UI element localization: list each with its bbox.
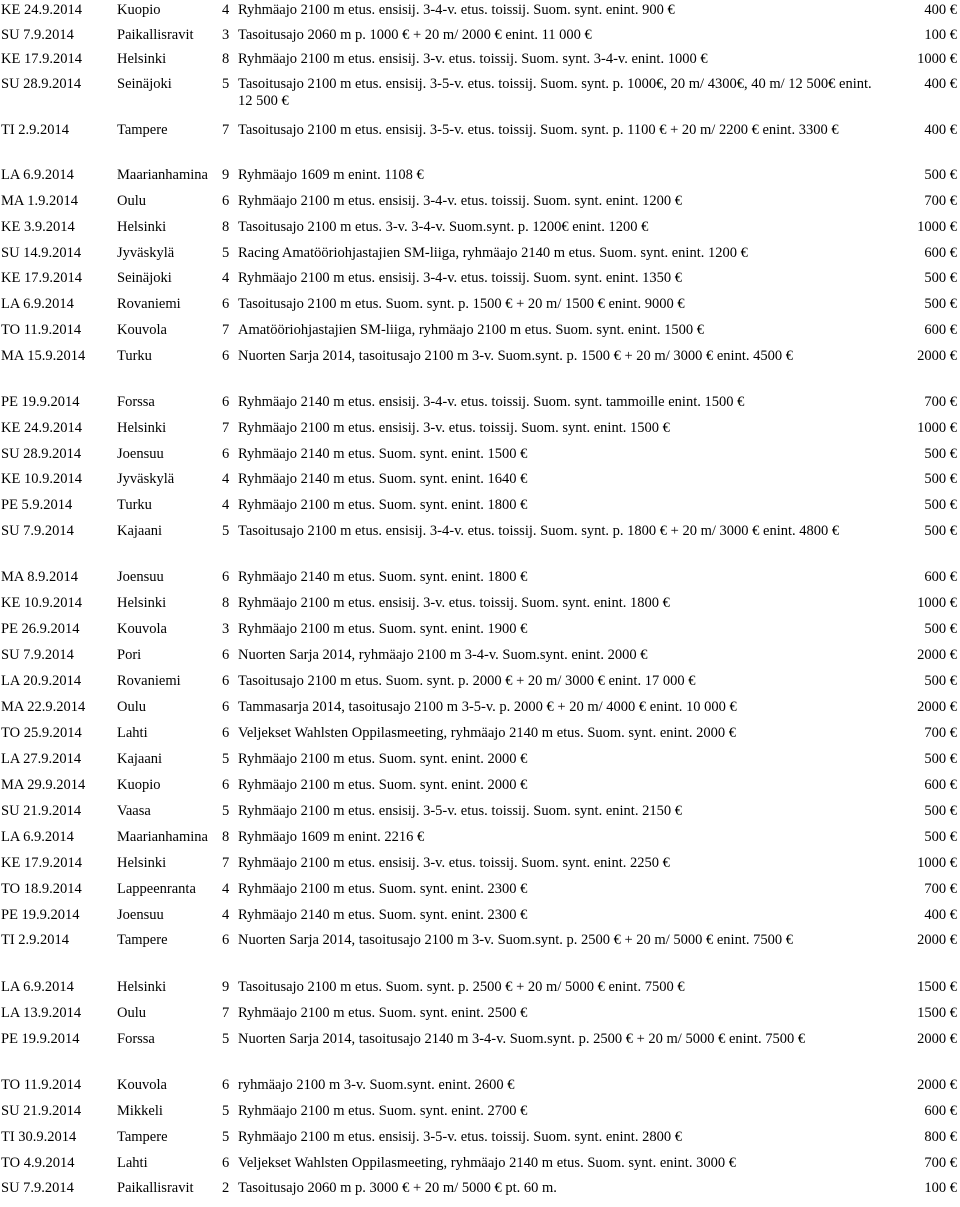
race-location: Helsinki <box>117 979 167 995</box>
race-description: Ryhmäajo 2100 m etus. ensisij. 3-4-v. etus. toissij. Suom. synt. enint. 900 € <box>238 2 675 18</box>
race-date: KE 10.9.2014 <box>1 471 82 487</box>
race-description: Ryhmäajo 2100 m etus. Suom. synt. enint. 2000 € <box>238 777 528 793</box>
race-date: MA 29.9.2014 <box>1 777 86 793</box>
race-prize: 500 € <box>924 751 957 767</box>
race-number: 8 <box>222 219 230 235</box>
race-prize: 400 € <box>924 76 957 92</box>
race-location: Lappeenranta <box>117 881 196 897</box>
race-location: Forssa <box>117 394 155 410</box>
race-description: Ryhmäajo 2140 m etus. Suom. synt. enint. 2300 € <box>238 907 528 923</box>
race-date: SU 7.9.2014 <box>1 27 74 43</box>
race-location: Seinäjoki <box>117 270 172 286</box>
race-location: Kouvola <box>117 322 167 338</box>
race-number: 6 <box>222 932 230 948</box>
race-location: Maarianhamina <box>117 829 208 845</box>
race-number: 6 <box>222 673 230 689</box>
race-description: Nuorten Sarja 2014, ryhmäajo 2100 m 3-4-v. Suom.synt. enint. 2000 € <box>238 647 648 663</box>
race-location: Seinäjoki <box>117 76 172 92</box>
race-description: Nuorten Sarja 2014, tasoitusajo 2140 m 3-4-v. Suom.synt. p. 2500 € + 20 m/ 5000 € enint. 7500 € <box>238 1031 806 1047</box>
race-location: Vaasa <box>117 803 151 819</box>
race-date: LA 6.9.2014 <box>1 979 74 995</box>
race-description: Tasoitusajo 2100 m etus. ensisij. 3-4-v. etus. toissij. Suom. synt. p. 1800 € + 20 m/ 3000 € enint. 4800 € <box>238 523 840 539</box>
race-description: Ryhmäajo 1609 m enint. 1108 € <box>238 167 424 183</box>
race-description: Ryhmäajo 2100 m etus. Suom. synt. enint. 1800 € <box>238 497 528 513</box>
race-date: LA 13.9.2014 <box>1 1005 82 1021</box>
race-location: Tampere <box>117 122 168 138</box>
race-prize: 1500 € <box>917 1005 957 1021</box>
race-location: Tampere <box>117 932 168 948</box>
race-date: LA 20.9.2014 <box>1 673 82 689</box>
race-number: 4 <box>222 270 230 286</box>
race-number: 9 <box>222 167 230 183</box>
race-number: 6 <box>222 647 230 663</box>
race-description: Nuorten Sarja 2014, tasoitusajo 2100 m 3-v. Suom.synt. p. 2500 € + 20 m/ 5000 € enint. 7500 € <box>238 932 793 948</box>
race-location: Pori <box>117 647 142 663</box>
race-prize: 100 € <box>924 27 957 43</box>
race-number: 6 <box>222 394 230 410</box>
race-prize: 100 € <box>924 1180 957 1196</box>
race-description: Ryhmäajo 2100 m etus. Suom. synt. enint. 2300 € <box>238 881 528 897</box>
race-description: Ryhmäajo 2140 m etus. ensisij. 3-4-v. etus. toissij. Suom. synt. tammoille enint. 1500 € <box>238 394 745 410</box>
race-location: Jyväskylä <box>117 471 175 487</box>
race-prize: 2000 € <box>917 932 957 948</box>
race-location: Oulu <box>117 193 146 209</box>
race-description: Tasoitusajo 2100 m etus. 3-v. 3-4-v. Suom.synt. p. 1200€ enint. 1200 € <box>238 219 649 235</box>
race-number: 6 <box>222 777 230 793</box>
race-date: MA 1.9.2014 <box>1 193 78 209</box>
race-location: Lahti <box>117 725 148 741</box>
race-number: 6 <box>222 1077 230 1093</box>
race-prize: 2000 € <box>917 647 957 663</box>
race-date: SU 28.9.2014 <box>1 446 82 462</box>
race-date: KE 24.9.2014 <box>1 420 82 436</box>
race-prize: 600 € <box>924 245 957 261</box>
race-location: Helsinki <box>117 219 167 235</box>
race-prize: 500 € <box>924 829 957 845</box>
race-date: SU 21.9.2014 <box>1 1103 82 1119</box>
race-prize: 700 € <box>924 881 957 897</box>
race-date: MA 8.9.2014 <box>1 569 78 585</box>
race-description: Ryhmäajo 2100 m etus. Suom. synt. enint. 2000 € <box>238 751 528 767</box>
race-description: Ryhmäajo 2100 m etus. ensisij. 3-v. etus. toissij. Suom. synt. enint. 1500 € <box>238 420 670 436</box>
race-location: Kouvola <box>117 1077 167 1093</box>
race-description: Tasoitusajo 2100 m etus. Suom. synt. p. 2500 € + 20 m/ 5000 € enint. 7500 € <box>238 979 685 995</box>
race-date: TI 2.9.2014 <box>1 932 70 948</box>
race-date: SU 21.9.2014 <box>1 803 82 819</box>
race-number: 2 <box>222 1180 230 1196</box>
race-prize: 500 € <box>924 471 957 487</box>
race-prize: 500 € <box>924 497 957 513</box>
race-description: Ryhmäajo 2100 m etus. Suom. synt. enint. 2500 € <box>238 1005 528 1021</box>
race-location: Paikallisravit <box>117 1180 194 1196</box>
race-location: Tampere <box>117 1129 168 1145</box>
race-location: Forssa <box>117 1031 155 1047</box>
race-prize: 1000 € <box>917 219 957 235</box>
race-prize: 2000 € <box>917 1077 957 1093</box>
race-prize: 500 € <box>924 523 957 539</box>
race-date: TI 30.9.2014 <box>1 1129 77 1145</box>
race-number: 6 <box>222 725 230 741</box>
race-number: 3 <box>222 27 230 43</box>
race-location: Kajaani <box>117 523 163 539</box>
race-date: KE 24.9.2014 <box>1 2 82 18</box>
race-number: 5 <box>222 76 230 92</box>
race-date: TI 2.9.2014 <box>1 122 70 138</box>
race-date: SU 14.9.2014 <box>1 245 82 261</box>
race-number: 6 <box>222 193 230 209</box>
race-description: Ryhmäajo 2100 m etus. Suom. synt. enint. 2700 € <box>238 1103 528 1119</box>
race-description: Tammasarja 2014, tasoitusajo 2100 m 3-5-v. p. 2000 € + 20 m/ 4000 € enint. 10 000 € <box>238 699 737 715</box>
race-description: Tasoitusajo 2060 m p. 3000 € + 20 m/ 5000 € pt. 60 m. <box>238 1180 557 1196</box>
race-description: ryhmäajo 2100 m 3-v. Suom.synt. enint. 2600 € <box>238 1077 515 1093</box>
race-prize: 600 € <box>924 569 957 585</box>
race-date: MA 15.9.2014 <box>1 348 86 364</box>
race-location: Oulu <box>117 699 146 715</box>
race-location: Turku <box>117 497 152 513</box>
race-location: Joensuu <box>117 446 164 462</box>
race-number: 5 <box>222 523 230 539</box>
race-prize: 600 € <box>924 1103 957 1119</box>
race-number: 4 <box>222 907 230 923</box>
race-date: TO 11.9.2014 <box>1 1077 82 1093</box>
race-description: Ryhmäajo 2100 m etus. ensisij. 3-4-v. etus. toissij. Suom. synt. enint. 1200 € <box>238 193 682 209</box>
race-date: KE 17.9.2014 <box>1 270 82 286</box>
race-location: Lahti <box>117 1155 148 1171</box>
race-description: Veljekset Wahlsten Oppilasmeeting, ryhmäajo 2140 m etus. Suom. synt. enint. 2000 € <box>238 725 736 741</box>
race-prize: 2000 € <box>917 1031 957 1047</box>
race-location: Rovaniemi <box>117 673 181 689</box>
race-prize: 700 € <box>924 394 957 410</box>
race-description: Ryhmäajo 2140 m etus. Suom. synt. enint. 1500 € <box>238 446 528 462</box>
race-number: 7 <box>222 322 230 338</box>
race-number: 4 <box>222 471 230 487</box>
race-number: 7 <box>222 855 230 871</box>
race-number: 8 <box>222 595 230 611</box>
race-location: Paikallisravit <box>117 27 194 43</box>
race-location: Kajaani <box>117 751 163 767</box>
race-location: Kuopio <box>117 777 161 793</box>
race-prize: 700 € <box>924 193 957 209</box>
race-date: TO 18.9.2014 <box>1 881 82 897</box>
race-description: Tasoitusajo 2060 m p. 1000 € + 20 m/ 2000 € enint. 11 000 € <box>238 27 592 43</box>
race-number: 5 <box>222 1031 230 1047</box>
race-prize: 700 € <box>924 1155 957 1171</box>
race-number: 7 <box>222 1005 230 1021</box>
race-prize: 1000 € <box>917 855 957 871</box>
race-number: 6 <box>222 699 230 715</box>
race-prize: 400 € <box>924 2 957 18</box>
race-location: Helsinki <box>117 51 167 67</box>
race-prize: 500 € <box>924 446 957 462</box>
race-description: Tasoitusajo 2100 m etus. ensisij. 3-5-v. etus. toissij. Suom. synt. p. 1000€, 20 m/ 4300€, 40 m/ 12 500€ enint. 12 500 € <box>238 76 872 109</box>
race-date: PE 19.9.2014 <box>1 907 80 923</box>
race-number: 6 <box>222 569 230 585</box>
race-prize: 800 € <box>924 1129 957 1145</box>
race-number: 4 <box>222 497 230 513</box>
race-date: TO 11.9.2014 <box>1 322 82 338</box>
race-location: Rovaniemi <box>117 296 181 312</box>
race-description: Ryhmäajo 2100 m etus. ensisij. 3-5-v. etus. toissij. Suom. synt. enint. 2150 € <box>238 803 682 819</box>
race-number: 9 <box>222 979 230 995</box>
race-location: Mikkeli <box>117 1103 163 1119</box>
race-number: 6 <box>222 348 230 364</box>
race-prize: 1500 € <box>917 979 957 995</box>
race-date: SU 28.9.2014 <box>1 76 82 92</box>
race-location: Maarianhamina <box>117 167 208 183</box>
race-location: Helsinki <box>117 595 167 611</box>
race-number: 8 <box>222 51 230 67</box>
race-date: TO 25.9.2014 <box>1 725 82 741</box>
race-location: Oulu <box>117 1005 146 1021</box>
race-date: LA 6.9.2014 <box>1 296 74 312</box>
race-date: PE 19.9.2014 <box>1 1031 80 1047</box>
race-prize: 500 € <box>924 803 957 819</box>
race-date: PE 5.9.2014 <box>1 497 73 513</box>
race-date: LA 6.9.2014 <box>1 829 74 845</box>
race-prize: 1000 € <box>917 51 957 67</box>
race-description: Nuorten Sarja 2014, tasoitusajo 2100 m 3-v. Suom.synt. p. 1500 € + 20 m/ 3000 € enint. 4500 € <box>238 348 793 364</box>
race-date: PE 19.9.2014 <box>1 394 80 410</box>
race-date: TO 4.9.2014 <box>1 1155 75 1171</box>
race-number: 3 <box>222 621 230 637</box>
race-prize: 1000 € <box>917 420 957 436</box>
race-prize: 700 € <box>924 725 957 741</box>
race-description: Amatööriohjastajien SM-liiga, ryhmäajo 2100 m etus. Suom. synt. enint. 1500 € <box>238 322 704 338</box>
race-number: 5 <box>222 1129 230 1145</box>
race-date: LA 6.9.2014 <box>1 167 74 183</box>
race-location: Kouvola <box>117 621 167 637</box>
race-prize: 600 € <box>924 322 957 338</box>
race-description: Ryhmäajo 2140 m etus. Suom. synt. enint. 1800 € <box>238 569 528 585</box>
race-location: Helsinki <box>117 855 167 871</box>
race-date: LA 27.9.2014 <box>1 751 82 767</box>
race-description: Ryhmäajo 2100 m etus. ensisij. 3-4-v. etus. toissij. Suom. synt. enint. 1350 € <box>238 270 682 286</box>
race-number: 5 <box>222 1103 230 1119</box>
race-date: SU 7.9.2014 <box>1 523 74 539</box>
race-date: SU 7.9.2014 <box>1 647 74 663</box>
race-location: Jyväskylä <box>117 245 175 261</box>
race-description: Tasoitusajo 2100 m etus. Suom. synt. p. 2000 € + 20 m/ 3000 € enint. 17 000 € <box>238 673 696 689</box>
race-date: KE 17.9.2014 <box>1 51 82 67</box>
race-description: Racing Amatööriohjastajien SM-liiga, ryhmäajo 2140 m etus. Suom. synt. enint. 1200 € <box>238 245 748 261</box>
race-number: 5 <box>222 803 230 819</box>
race-location: Joensuu <box>117 569 164 585</box>
race-prize: 400 € <box>924 907 957 923</box>
race-number: 6 <box>222 1155 230 1171</box>
race-description: Ryhmäajo 2140 m etus. Suom. synt. enint. 1640 € <box>238 471 528 487</box>
race-description: Ryhmäajo 2100 m etus. ensisij. 3-v. etus. toissij. Suom. synt. 3-4-v. enint. 1000 € <box>238 51 708 67</box>
race-number: 7 <box>222 420 230 436</box>
race-prize: 500 € <box>924 167 957 183</box>
race-prize: 1000 € <box>917 595 957 611</box>
race-date: MA 22.9.2014 <box>1 699 86 715</box>
race-date: KE 17.9.2014 <box>1 855 82 871</box>
race-description: Tasoitusajo 2100 m etus. Suom. synt. p. 1500 € + 20 m/ 1500 € enint. 9000 € <box>238 296 685 312</box>
race-description: Ryhmäajo 2100 m etus. ensisij. 3-v. etus. toissij. Suom. synt. enint. 1800 € <box>238 595 670 611</box>
race-number: 6 <box>222 446 230 462</box>
race-description: Veljekset Wahlsten Oppilasmeeting, ryhmäajo 2140 m etus. Suom. synt. enint. 3000 € <box>238 1155 736 1171</box>
race-description: Ryhmäajo 2100 m etus. Suom. synt. enint. 1900 € <box>238 621 528 637</box>
race-number: 6 <box>222 296 230 312</box>
race-date: PE 26.9.2014 <box>1 621 80 637</box>
race-date: KE 3.9.2014 <box>1 219 75 235</box>
race-number: 4 <box>222 2 230 18</box>
race-description: Ryhmäajo 2100 m etus. ensisij. 3-5-v. etus. toissij. Suom. synt. enint. 2800 € <box>238 1129 682 1145</box>
race-prize: 400 € <box>924 122 957 138</box>
race-location: Turku <box>117 348 152 364</box>
race-prize: 500 € <box>924 621 957 637</box>
race-location: Helsinki <box>117 420 167 436</box>
race-number: 7 <box>222 122 230 138</box>
race-number: 5 <box>222 751 230 767</box>
race-prize: 600 € <box>924 777 957 793</box>
race-location: Joensuu <box>117 907 164 923</box>
race-prize: 500 € <box>924 296 957 312</box>
race-prize: 2000 € <box>917 348 957 364</box>
race-number: 5 <box>222 245 230 261</box>
race-prize: 2000 € <box>917 699 957 715</box>
race-description: Tasoitusajo 2100 m etus. ensisij. 3-5-v. etus. toissij. Suom. synt. p. 1100 € + 20 m/ 2200 € enint. 3300 € <box>238 122 839 138</box>
race-description: Ryhmäajo 1609 m enint. 2216 € <box>238 829 425 845</box>
race-prize: 500 € <box>924 673 957 689</box>
race-prize: 500 € <box>924 270 957 286</box>
race-date: SU 7.9.2014 <box>1 1180 74 1196</box>
race-date: KE 10.9.2014 <box>1 595 82 611</box>
race-description: Ryhmäajo 2100 m etus. ensisij. 3-v. etus. toissij. Suom. synt. enint. 2250 € <box>238 855 670 871</box>
race-number: 8 <box>222 829 230 845</box>
race-location: Kuopio <box>117 2 161 18</box>
race-number: 4 <box>222 881 230 897</box>
